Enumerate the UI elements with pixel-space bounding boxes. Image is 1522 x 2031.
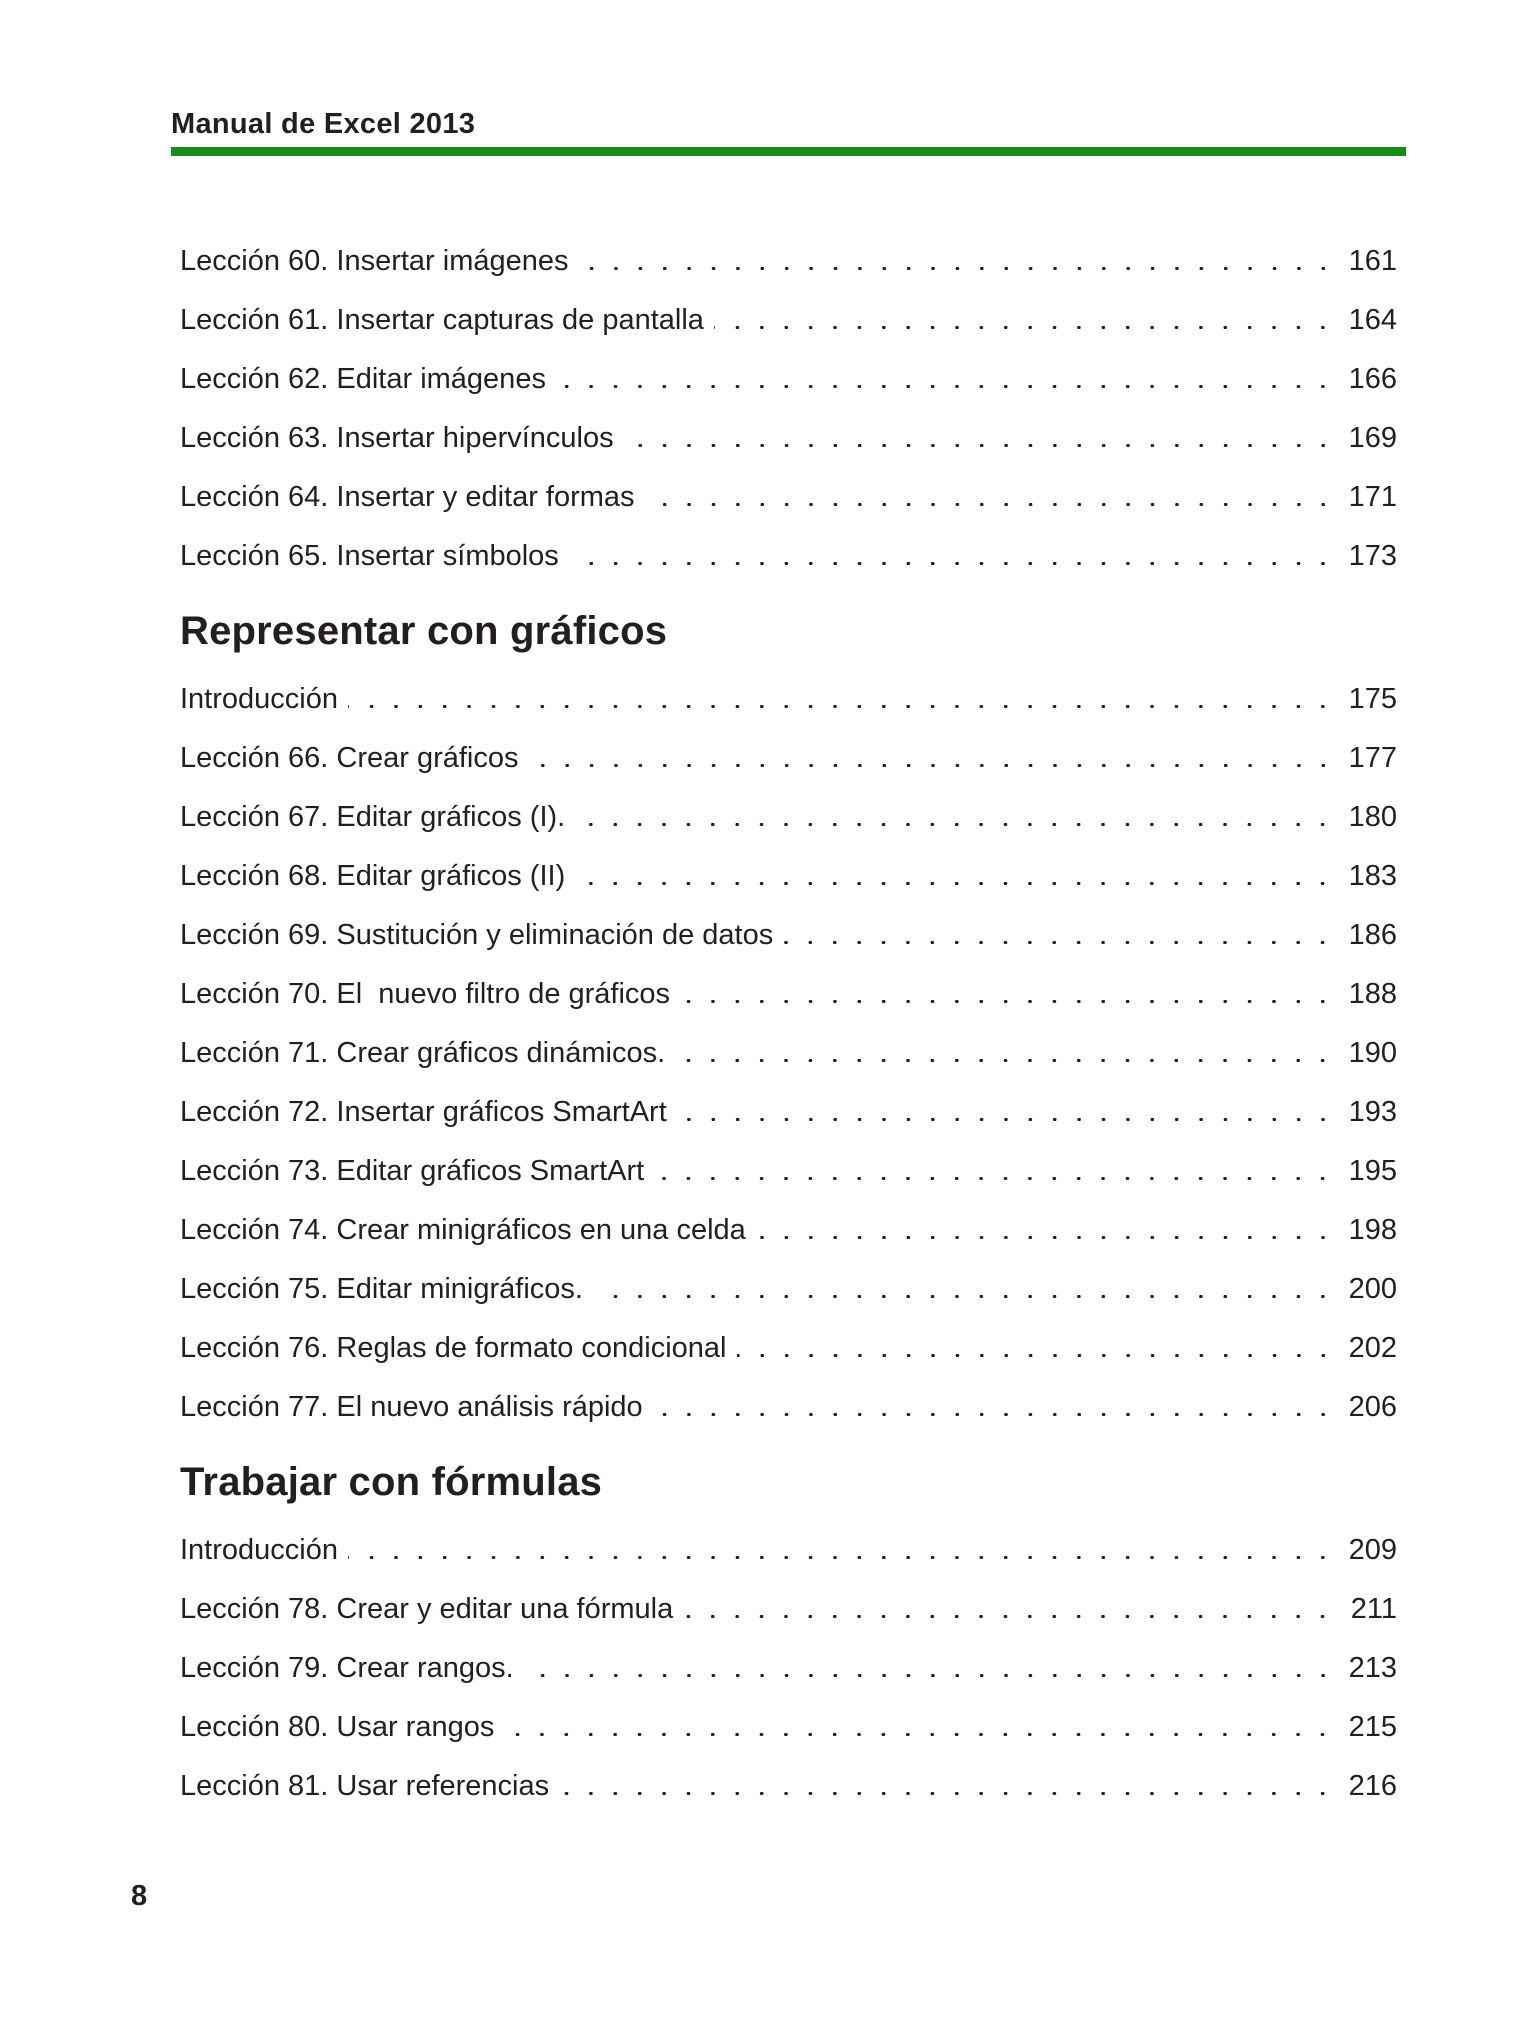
toc-entry-page: 193: [1348, 1096, 1397, 1128]
toc-dot-leader: [348, 1556, 1335, 1559]
toc-entry[interactable]: [180, 1698, 1397, 1757]
toc-entry-title: Lección 73. Editar gráficos SmartArt: [180, 1155, 645, 1187]
toc-dot-leader: [677, 1118, 1335, 1121]
toc-dot-leader: [783, 941, 1335, 944]
toc-entry[interactable]: [180, 1201, 1397, 1260]
toc-entry[interactable]: [180, 965, 1397, 1024]
toc-entry-title: Lección 70. El nuevo filtro de gráficos: [180, 978, 671, 1010]
toc-entry-page: 161: [1348, 245, 1397, 277]
toc-entry-page: 200: [1348, 1273, 1397, 1305]
toc-entry-page: 188: [1348, 978, 1397, 1010]
toc-entry-page: 206: [1348, 1391, 1397, 1423]
toc-entry[interactable]: [180, 1378, 1397, 1437]
toc-entry-page: 209: [1348, 1534, 1397, 1566]
toc-entry[interactable]: [180, 729, 1397, 788]
toc-entry[interactable]: [180, 1639, 1397, 1698]
toc-dot-leader: [653, 1413, 1335, 1416]
toc-entry[interactable]: [180, 527, 1397, 586]
toc-entry-title: Lección 65. Insertar símbolos: [180, 540, 559, 572]
toc-entry-title: Lección 63. Insertar hipervínculos: [180, 422, 614, 454]
page-number: 8: [131, 1880, 148, 1912]
toc-entry-page: 202: [1348, 1332, 1397, 1364]
toc-dot-leader: [593, 1295, 1335, 1298]
toc-entry[interactable]: [180, 468, 1397, 527]
toc-entry-page: 169: [1348, 422, 1397, 454]
toc-entry-title: Lección 75. Editar minigráficos.: [180, 1273, 583, 1305]
toc-entry-title: Lección 61. Insertar capturas de pantalla: [180, 304, 704, 336]
toc-entry-page: 215: [1348, 1711, 1397, 1743]
toc-entry[interactable]: [180, 670, 1397, 729]
toc-entry-title: Lección 81. Usar referencias: [180, 1770, 550, 1802]
toc-entry-title: Lección 62. Editar imágenes: [180, 363, 546, 395]
toc-dot-leader: [529, 764, 1336, 767]
toc-entry-title: Lección 67. Editar gráficos (I).: [180, 801, 566, 833]
toc-dot-leader: [737, 1354, 1336, 1357]
toc-entry-title: Lección 68. Editar gráficos (II): [180, 860, 566, 892]
toc-entry-page: 180: [1348, 801, 1397, 833]
toc-entry[interactable]: [180, 350, 1397, 409]
toc-dot-leader: [680, 1000, 1335, 1003]
toc-entry-title: Lección 77. El nuevo análisis rápido: [180, 1391, 643, 1423]
toc-dot-leader: [575, 823, 1335, 826]
toc-entry-title: Lección 74. Crear minigráficos en una celda: [180, 1214, 746, 1246]
toc-entry[interactable]: [180, 409, 1397, 468]
toc-entry[interactable]: [180, 1757, 1397, 1816]
section-heading-graficos: Representar con gráficos: [180, 609, 668, 653]
toc-dot-leader: [556, 385, 1335, 388]
toc-entry-page: 213: [1348, 1652, 1397, 1684]
toc-dot-leader: [575, 882, 1335, 885]
toc-entry[interactable]: [180, 788, 1397, 847]
toc-dot-leader: [683, 1615, 1335, 1618]
toc-entry-title: Lección 79. Crear rangos.: [180, 1652, 514, 1684]
toc-entry-title: Lección 69. Sustitución y eliminación de datos: [180, 919, 774, 951]
toc-entry-title: Introducción: [180, 1534, 338, 1566]
toc-entry-page: 175: [1348, 683, 1397, 715]
toc-entry-page: 198: [1348, 1214, 1397, 1246]
toc-entry-page: 190: [1348, 1037, 1397, 1069]
toc-dot-leader: [675, 1059, 1335, 1062]
header-rule: [171, 147, 1406, 156]
toc-dot-leader: [645, 503, 1335, 506]
toc-dot-leader: [559, 1792, 1335, 1795]
toc-entry-title: Lección 60. Insertar imágenes: [180, 245, 569, 277]
toc-entry-title: Lección 72. Insertar gráficos SmartArt: [180, 1096, 667, 1128]
toc-entry-page: 166: [1348, 363, 1397, 395]
toc-dot-leader: [348, 705, 1335, 708]
toc-dot-leader: [504, 1733, 1335, 1736]
toc-entry-page: 171: [1348, 481, 1397, 513]
toc-entry-title: Lección 66. Crear gráficos: [180, 742, 519, 774]
toc-entry-title: Lección 71. Crear gráficos dinámicos.: [180, 1037, 666, 1069]
toc-dot-leader: [524, 1674, 1335, 1677]
toc-entry[interactable]: [180, 1024, 1397, 1083]
toc-entry-title: Introducción: [180, 683, 338, 715]
toc-entry[interactable]: [180, 1521, 1397, 1580]
toc-entry[interactable]: [180, 291, 1397, 350]
toc-entry-page: 195: [1348, 1155, 1397, 1187]
toc-entry[interactable]: [180, 1580, 1397, 1639]
toc-entry[interactable]: [180, 847, 1397, 906]
toc-entry-title: Lección 78. Crear y editar una fórmula: [180, 1593, 674, 1625]
toc-dot-leader: [654, 1177, 1335, 1180]
toc-entry-page: 173: [1348, 540, 1397, 572]
toc-entry[interactable]: [180, 1319, 1397, 1378]
toc-entry[interactable]: [180, 232, 1397, 291]
toc-entry-page: 177: [1348, 742, 1397, 774]
toc-entry[interactable]: [180, 1142, 1397, 1201]
toc-entry-page: 183: [1348, 860, 1397, 892]
running-header: Manual de Excel 2013: [171, 108, 476, 140]
toc-entry[interactable]: [180, 1260, 1397, 1319]
toc-entry-title: Lección 64. Insertar y editar formas: [180, 481, 635, 513]
toc-entry[interactable]: [180, 1083, 1397, 1142]
toc-dot-leader: [569, 562, 1335, 565]
toc-entry[interactable]: [180, 906, 1397, 965]
toc-dot-leader: [579, 267, 1336, 270]
section-heading-formulas: Trabajar con fórmulas: [180, 1460, 603, 1504]
toc-entry-page: 164: [1348, 304, 1397, 336]
toc-dot-leader: [714, 326, 1335, 329]
toc-entry-title: Lección 76. Reglas de formato condicional: [180, 1332, 727, 1364]
toc-entry-title: Lección 80. Usar rangos: [180, 1711, 495, 1743]
toc-entry-page: 211: [1350, 1593, 1397, 1625]
toc-entry-page: 186: [1348, 919, 1397, 951]
toc-dot-leader: [624, 444, 1335, 447]
toc-dot-leader: [756, 1236, 1335, 1239]
toc-entry-page: 216: [1348, 1770, 1397, 1802]
table-of-contents: [180, 232, 1397, 1816]
